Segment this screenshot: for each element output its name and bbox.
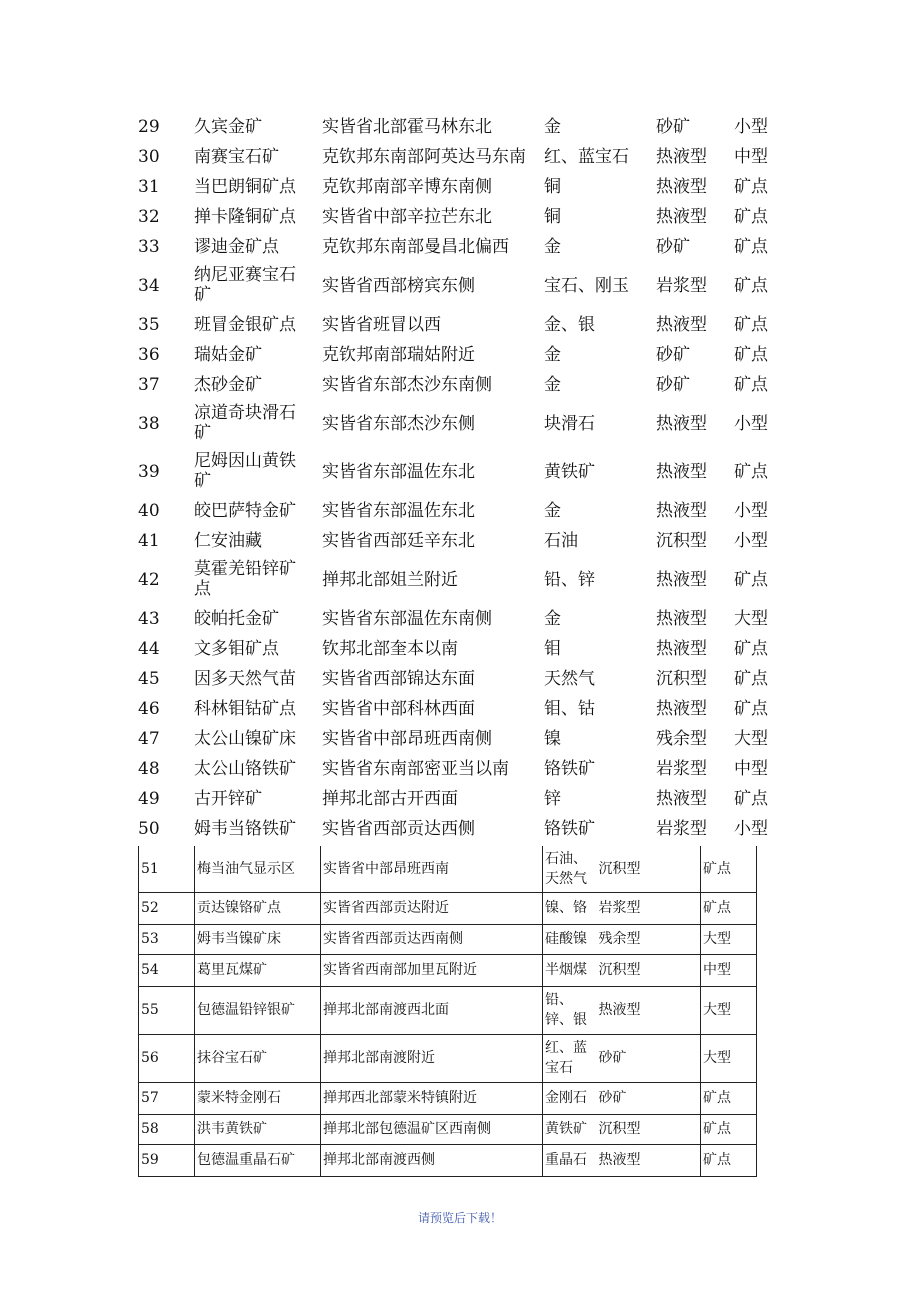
deposit-scale: 矿点 <box>701 1114 757 1144</box>
row-number: 57 <box>139 1082 195 1114</box>
table-row <box>138 556 798 604</box>
mineral-type: 金 <box>544 609 561 629</box>
mine-location: 克钦邦南部瑞姑附近 <box>322 345 475 365</box>
table-row <box>138 310 798 340</box>
deposit-scale: 矿点 <box>734 276 768 296</box>
table-row <box>139 1082 757 1114</box>
table-row <box>138 232 798 262</box>
deposit-scale: 矿点 <box>734 315 768 335</box>
deposit-scale: 小型 <box>734 501 768 521</box>
row-number: 49 <box>138 789 160 809</box>
table-row <box>138 694 798 724</box>
mineral-type: 铜 <box>544 207 561 227</box>
mine-name: 因多天然气苗 <box>194 669 296 689</box>
mine-name: 洪韦黄铁矿 <box>195 1114 321 1144</box>
row-number: 34 <box>138 276 160 296</box>
table-row <box>139 986 757 1034</box>
mine-location: 实皆省西部廷辛东北 <box>322 531 475 551</box>
deposit-scale: 大型 <box>701 1034 757 1082</box>
deposit-type: 热液型 <box>656 462 707 482</box>
deposit-type: 热液型 <box>656 147 707 167</box>
mine-location: 实皆省西部贡达西南侧 <box>321 924 543 954</box>
deposit-type: 沉积型 <box>597 1114 701 1144</box>
mine-location: 掸邦西北部蒙米特镇附近 <box>321 1082 543 1114</box>
row-number: 51 <box>139 846 195 892</box>
mine-location: 实皆省班冒以西 <box>322 315 441 335</box>
row-number: 40 <box>138 501 160 521</box>
deposit-type: 残余型 <box>597 924 701 954</box>
mineral-type: 锌 <box>544 789 561 809</box>
row-number: 56 <box>139 1034 195 1082</box>
deposit-type: 砂矿 <box>656 375 690 395</box>
mine-name: 瑞姑金矿 <box>194 345 262 365</box>
deposit-scale: 大型 <box>701 986 757 1034</box>
mine-name: 姆韦当铬铁矿 <box>194 819 296 839</box>
mine-location: 实皆省西部贡达附近 <box>321 892 543 924</box>
deposit-scale: 小型 <box>734 117 768 137</box>
mineral-type: 铬铁矿 <box>544 759 595 779</box>
mine-name: 当巴朗铜矿点 <box>194 177 296 197</box>
mine-location: 掸邦北部南渡西侧 <box>321 1144 543 1176</box>
mine-name: 古开锌矿 <box>194 789 262 809</box>
row-number: 58 <box>139 1114 195 1144</box>
mineral-type: 块滑石 <box>544 414 595 434</box>
mine-location: 克钦邦南部辛博东南侧 <box>322 177 492 197</box>
mine-location: 实皆省北部霍马林东北 <box>322 117 492 137</box>
deposit-scale: 矿点 <box>734 345 768 365</box>
table-row <box>138 370 798 400</box>
row-number: 31 <box>138 177 160 197</box>
deposit-type: 沉积型 <box>656 531 707 551</box>
row-number: 43 <box>138 609 160 629</box>
deposit-type: 岩浆型 <box>656 759 707 779</box>
table-row <box>138 262 798 310</box>
deposit-type: 热液型 <box>656 414 707 434</box>
mine-name: 包德温重晶石矿 <box>195 1144 321 1176</box>
mine-name: 杰砂金矿 <box>194 375 262 395</box>
deposit-type: 热液型 <box>656 789 707 809</box>
deposit-scale: 矿点 <box>734 699 768 719</box>
table-row <box>139 1034 757 1082</box>
deposit-type: 砂矿 <box>597 1082 701 1114</box>
deposit-scale: 矿点 <box>701 892 757 924</box>
mine-name: 抹谷宝石矿 <box>195 1034 321 1082</box>
row-number: 38 <box>138 414 160 434</box>
deposit-type: 沉积型 <box>656 669 707 689</box>
deposit-type: 热液型 <box>597 986 701 1034</box>
table-row <box>139 892 757 924</box>
table-row <box>138 724 798 754</box>
mine-name: 科林钼钴矿点 <box>194 699 296 719</box>
mine-name: 贡达镍铬矿点 <box>195 892 321 924</box>
row-number: 37 <box>138 375 160 395</box>
mine-name: 南赛宝石矿 <box>194 147 279 167</box>
mineral-type: 金刚石 <box>543 1082 597 1114</box>
mine-location: 实皆省中部昂班西南 <box>321 846 543 892</box>
deposit-scale: 矿点 <box>701 1082 757 1114</box>
mineral-type: 红、蓝宝石 <box>544 147 629 167</box>
mineral-type: 铬铁矿 <box>544 819 595 839</box>
mine-location: 实皆省西部锦达东面 <box>322 669 475 689</box>
mine-name: 纳尼亚赛宝石矿 <box>194 265 296 305</box>
mineral-type: 铜 <box>544 177 561 197</box>
mine-name: 文多钼矿点 <box>194 639 279 659</box>
mine-name: 包德温铅锌银矿 <box>195 986 321 1034</box>
table-row <box>139 1114 757 1144</box>
table-row <box>138 496 798 526</box>
mine-location: 实皆省东部温佐东北 <box>322 462 475 482</box>
table-row <box>138 664 798 694</box>
table-row <box>139 954 757 986</box>
table-row <box>138 784 798 814</box>
deposit-scale: 矿点 <box>701 846 757 892</box>
deposit-type: 岩浆型 <box>656 276 707 296</box>
mineral-type: 红、蓝宝石 <box>543 1034 597 1082</box>
mine-location: 掸邦北部包德温矿区西南侧 <box>321 1114 543 1144</box>
table-row <box>138 172 798 202</box>
mineral-type: 金 <box>544 237 561 257</box>
mine-name: 掸卡隆铜矿点 <box>194 207 296 227</box>
table-row <box>138 400 798 448</box>
table-row <box>138 340 798 370</box>
mineral-type: 重晶石 <box>543 1144 597 1176</box>
deposit-scale: 矿点 <box>734 462 768 482</box>
deposit-type: 砂矿 <box>656 345 690 365</box>
mine-location: 克钦邦东南部阿英达马东南 <box>322 147 526 167</box>
mineral-type: 镍 <box>544 729 561 749</box>
table-row <box>138 814 798 844</box>
mine-name: 太公山镍矿床 <box>194 729 296 749</box>
mine-location: 实皆省东部温佐东南侧 <box>322 609 492 629</box>
mineral-type: 金 <box>544 375 561 395</box>
mine-name: 蒙米特金刚石 <box>195 1082 321 1114</box>
deposit-scale: 矿点 <box>734 669 768 689</box>
mine-name: 莫霍羌铅锌矿点 <box>194 559 296 599</box>
mine-location: 实皆省西南部加里瓦附近 <box>321 954 543 986</box>
mine-location: 实皆省东部杰沙东南侧 <box>322 375 492 395</box>
deposit-type: 岩浆型 <box>656 819 707 839</box>
mine-location: 实皆省中部辛拉芒东北 <box>322 207 492 227</box>
mineral-type: 金 <box>544 345 561 365</box>
mineral-type: 黄铁矿 <box>544 462 595 482</box>
mine-location: 掸邦北部南渡附近 <box>321 1034 543 1082</box>
mine-name: 皎巴萨特金矿 <box>194 501 296 521</box>
row-number: 52 <box>139 892 195 924</box>
row-number: 36 <box>138 345 160 365</box>
deposit-type: 砂矿 <box>597 1034 701 1082</box>
deposit-scale: 矿点 <box>734 375 768 395</box>
table-row <box>138 112 798 142</box>
mineral-type: 黄铁矿 <box>543 1114 597 1144</box>
row-number: 53 <box>139 924 195 954</box>
deposit-type: 砂矿 <box>656 237 690 257</box>
deposit-scale: 中型 <box>701 954 757 986</box>
row-number: 30 <box>138 147 160 167</box>
mine-location: 实皆省东南部密亚当以南 <box>322 759 509 779</box>
row-number: 41 <box>138 531 160 551</box>
mineral-type: 钼 <box>544 639 561 659</box>
mineral-type: 铅、锌 <box>544 570 595 590</box>
table-row <box>138 448 798 496</box>
deposit-scale: 矿点 <box>701 1144 757 1176</box>
deposit-scale: 矿点 <box>734 570 768 590</box>
deposit-scale: 大型 <box>734 609 768 629</box>
row-number: 44 <box>138 639 160 659</box>
mineral-type: 镍、铬 <box>543 892 597 924</box>
deposit-scale: 中型 <box>734 759 768 779</box>
mineral-type: 石油、天然气 <box>543 846 597 892</box>
deposit-scale: 小型 <box>734 819 768 839</box>
table-row <box>138 634 798 664</box>
deposit-type: 热液型 <box>656 207 707 227</box>
mine-location: 实皆省西部榜宾东侧 <box>322 276 475 296</box>
table-row <box>139 924 757 954</box>
mine-location: 掸邦北部古开西面 <box>322 789 458 809</box>
deposit-scale: 小型 <box>734 531 768 551</box>
mine-name: 皎帕托金矿 <box>194 609 279 629</box>
deposit-scale: 矿点 <box>734 237 768 257</box>
row-number: 39 <box>138 462 160 482</box>
row-number: 55 <box>139 986 195 1034</box>
deposit-type: 沉积型 <box>597 954 701 986</box>
mine-location: 实皆省东部杰沙东侧 <box>322 414 475 434</box>
deposit-type: 热液型 <box>656 315 707 335</box>
mineral-type: 铅、锌、银 <box>543 986 597 1034</box>
row-number: 50 <box>138 819 160 839</box>
mine-name: 谬迪金矿点 <box>194 237 279 257</box>
mineral-type: 金 <box>544 501 561 521</box>
deposit-scale: 矿点 <box>734 177 768 197</box>
deposit-type: 热液型 <box>656 501 707 521</box>
row-number: 33 <box>138 237 160 257</box>
deposit-type: 热液型 <box>656 609 707 629</box>
deposit-type: 热液型 <box>656 570 707 590</box>
mine-name: 久宾金矿 <box>194 117 262 137</box>
deposit-type: 热液型 <box>656 177 707 197</box>
table-row <box>138 202 798 232</box>
mine-location: 实皆省西部贡达西侧 <box>322 819 475 839</box>
mine-name: 仁安油藏 <box>194 531 262 551</box>
row-number: 59 <box>139 1144 195 1176</box>
mine-location: 掸邦北部南渡西北面 <box>321 986 543 1034</box>
table-row <box>139 846 757 892</box>
deposit-type: 热液型 <box>656 639 707 659</box>
row-number: 46 <box>138 699 160 719</box>
mine-location: 克钦邦东南部曼昌北偏西 <box>322 237 509 257</box>
deposit-type: 热液型 <box>656 699 707 719</box>
deposit-scale: 中型 <box>734 147 768 167</box>
row-number: 32 <box>138 207 160 227</box>
deposit-scale: 小型 <box>734 414 768 434</box>
row-number: 54 <box>139 954 195 986</box>
deposit-type: 沉积型 <box>597 846 701 892</box>
mine-location: 实皆省东部温佐东北 <box>322 501 475 521</box>
deposit-scale: 矿点 <box>734 207 768 227</box>
row-number: 48 <box>138 759 160 779</box>
mineral-type: 宝石、刚玉 <box>544 276 629 296</box>
deposit-type: 砂矿 <box>656 117 690 137</box>
mine-location: 实皆省中部昂班西南侧 <box>322 729 492 749</box>
mineral-type: 金、银 <box>544 315 595 335</box>
row-number: 45 <box>138 669 160 689</box>
deposit-type: 岩浆型 <box>597 892 701 924</box>
deposit-type: 热液型 <box>597 1144 701 1176</box>
mine-name: 凉道奇块滑石矿 <box>194 403 296 443</box>
table-row <box>138 604 798 634</box>
mine-location: 实皆省中部科林西面 <box>322 699 475 719</box>
deposit-scale: 大型 <box>734 729 768 749</box>
mine-name: 葛里瓦煤矿 <box>195 954 321 986</box>
mine-name: 太公山铬铁矿 <box>194 759 296 779</box>
deposit-scale: 矿点 <box>734 789 768 809</box>
footer-download-note: 请预览后下载！ <box>417 1211 502 1225</box>
deposit-scale: 大型 <box>701 924 757 954</box>
table-row <box>138 754 798 784</box>
mine-name: 班冒金银矿点 <box>194 315 296 335</box>
row-number: 42 <box>138 570 160 590</box>
mine-table-lower <box>138 846 757 1177</box>
mineral-type: 硅酸镍 <box>543 924 597 954</box>
mine-name: 梅当油气显示区 <box>195 846 321 892</box>
mineral-type: 石油 <box>544 531 578 551</box>
mineral-type: 半烟煤 <box>543 954 597 986</box>
table-row <box>138 526 798 556</box>
table-row <box>138 142 798 172</box>
deposit-scale: 矿点 <box>734 639 768 659</box>
mine-location: 钦邦北部奎本以南 <box>322 639 458 659</box>
mine-name: 尼姆因山黄铁矿 <box>194 451 296 491</box>
mineral-type: 金 <box>544 117 561 137</box>
row-number: 35 <box>138 315 160 335</box>
table-row <box>139 1144 757 1176</box>
row-number: 29 <box>138 117 160 137</box>
mine-location: 掸邦北部姐兰附近 <box>322 570 458 590</box>
deposit-type: 残余型 <box>656 729 707 749</box>
mineral-type: 钼、钴 <box>544 699 595 719</box>
mineral-type: 天然气 <box>544 669 595 689</box>
row-number: 47 <box>138 729 160 749</box>
mine-name: 姆韦当镍矿床 <box>195 924 321 954</box>
